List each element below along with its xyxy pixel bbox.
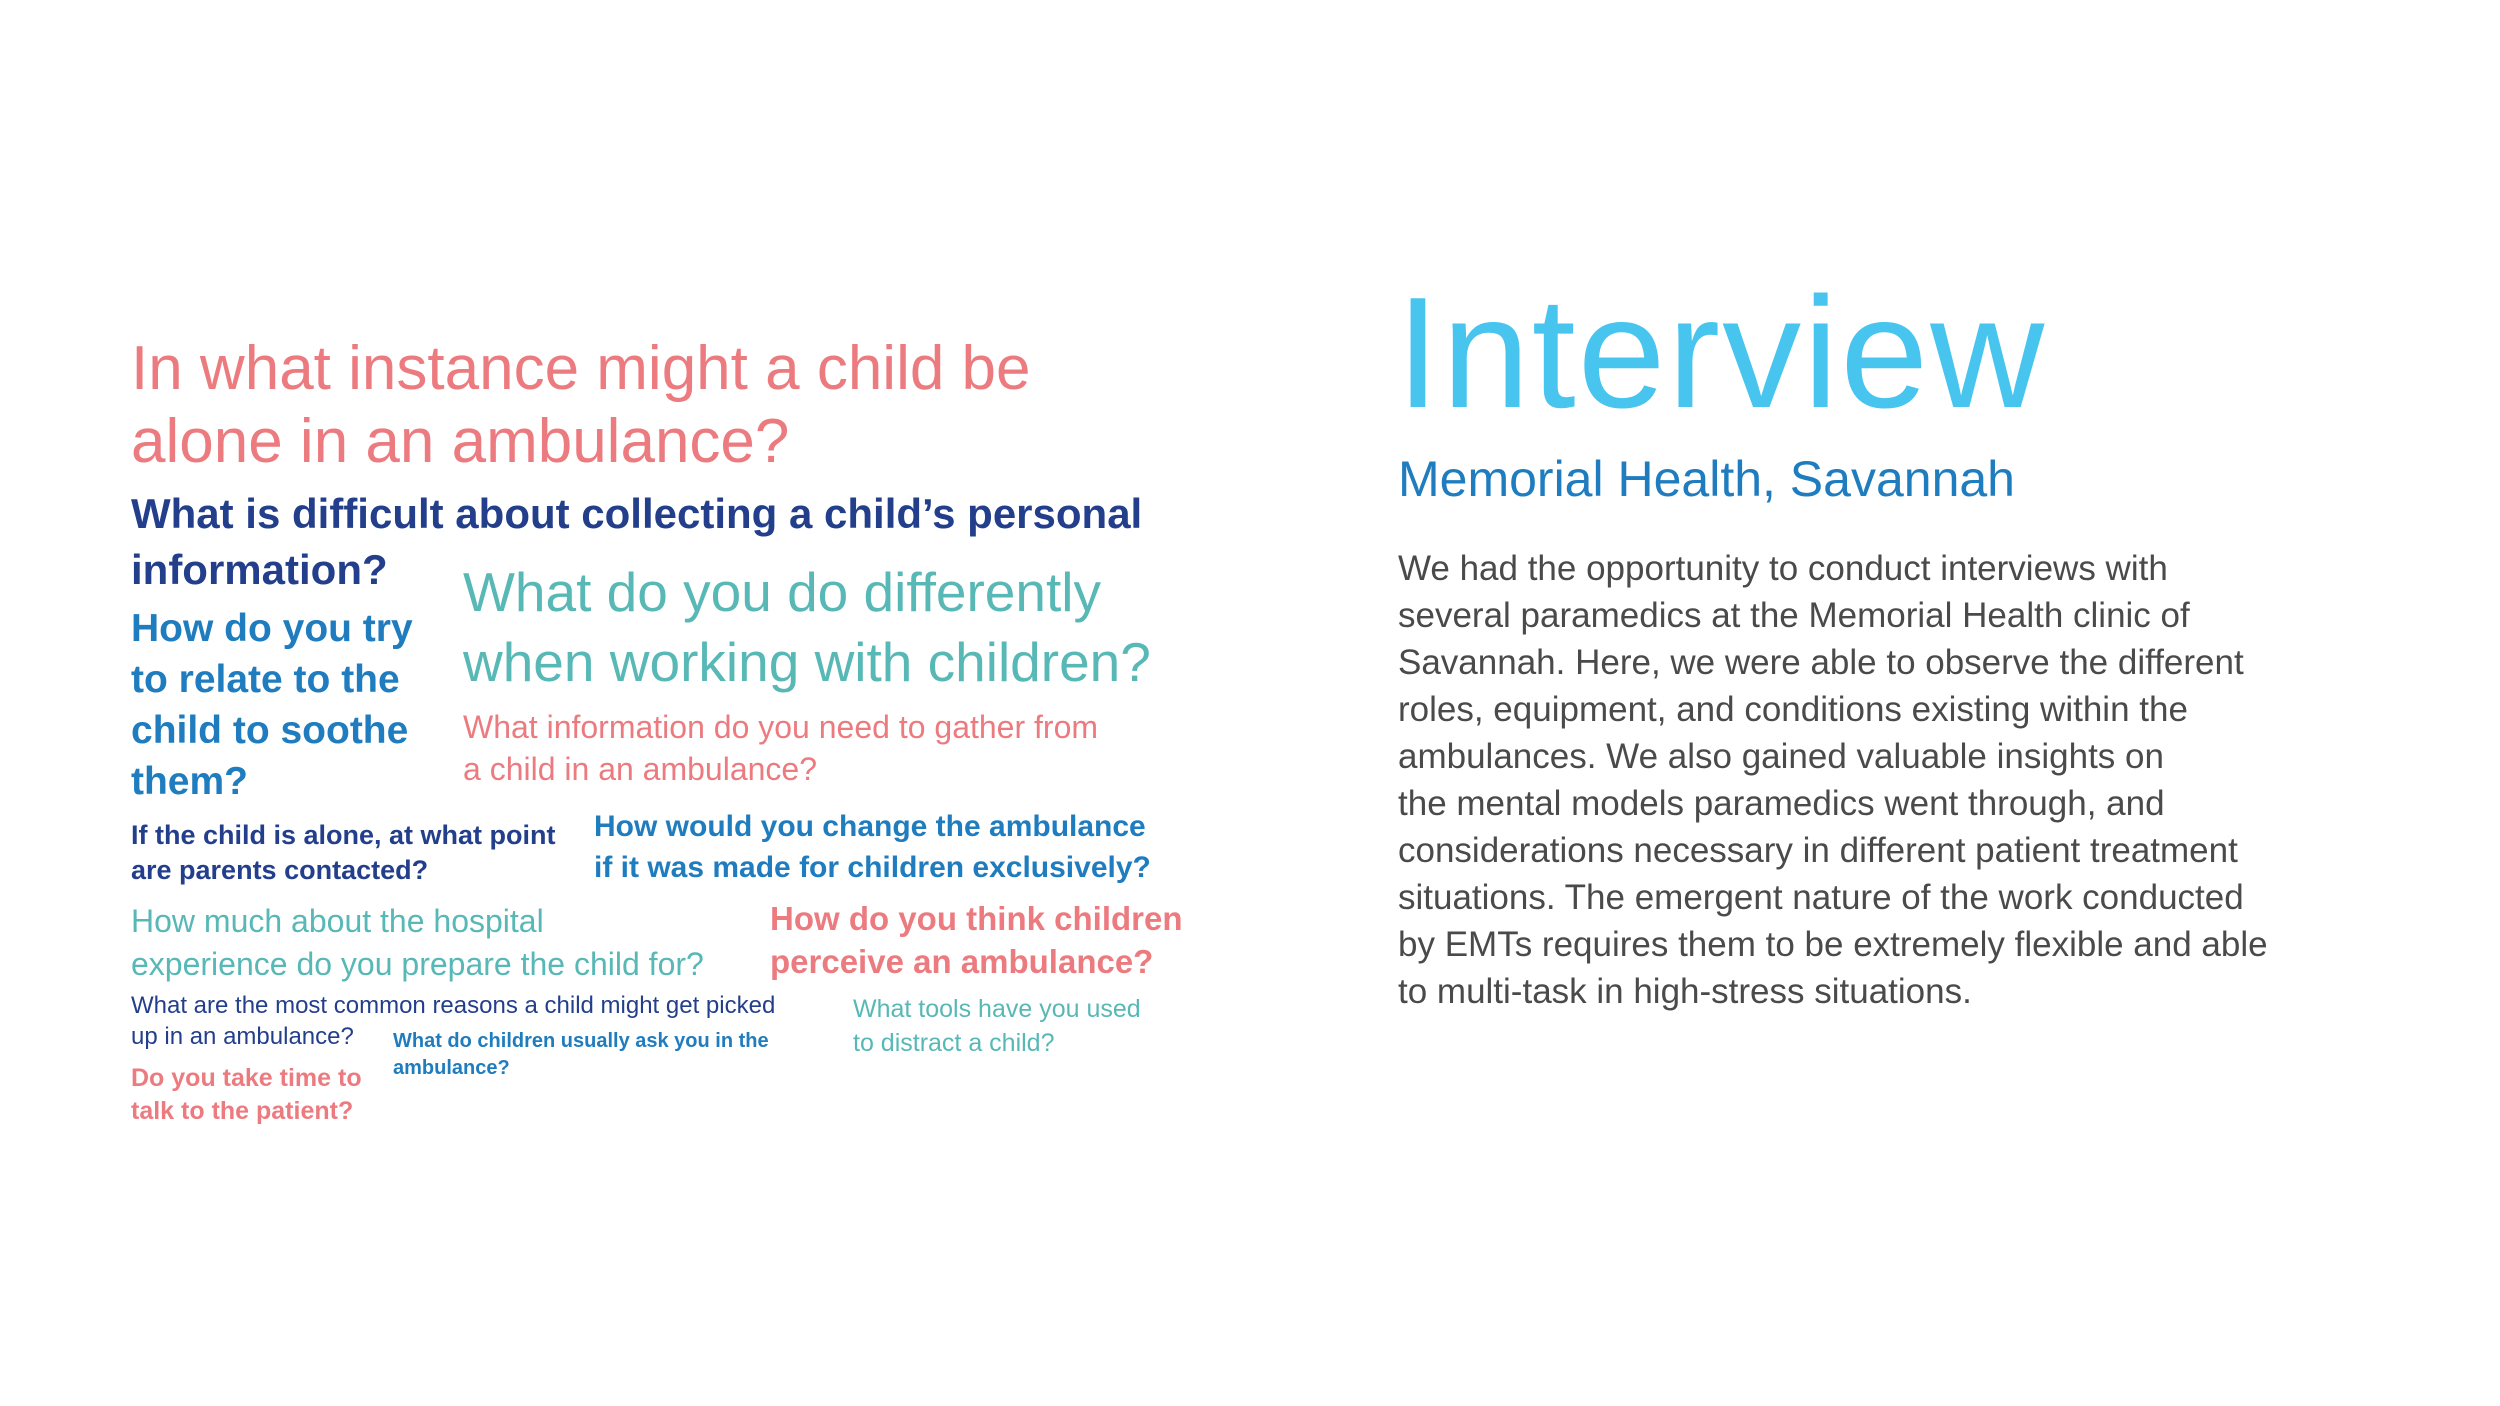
question-perceive-ambulance: How do you think children perceive an ambulance? xyxy=(770,900,1183,980)
question-relate-soothe: How do you try to relate to the child to soothe them? xyxy=(131,607,413,803)
question-hospital-experience: How much about the hospital experience do you prepare the child for? xyxy=(131,903,704,982)
question-children-ask: What do children usually ask you in the ambulance? xyxy=(393,1030,769,1079)
location-subtitle: Memorial Health, Savannah xyxy=(1398,451,2015,507)
question-common-reasons: What are the most common reasons a child might get picked up in an ambulance? xyxy=(131,992,776,1050)
question-child-alone: In what instance might a child be alone in an ambulance? xyxy=(131,334,1031,476)
question-personal-information: What is difficult about collecting a child’s personal information? xyxy=(131,490,1143,593)
question-parents-contacted: If the child is alone, at what point are parents contacted? xyxy=(131,820,556,885)
question-information-gather: What information do you need to gather from a child in an ambulance? xyxy=(463,709,1099,787)
page-title: Interview xyxy=(1396,265,2047,441)
question-talk-patient: Do you take time to talk to the patient? xyxy=(131,1064,362,1125)
question-change-ambulance: How would you change the ambulance if it was made for children exclusively? xyxy=(594,810,1151,884)
question-work-differently: What do you do differently when working with children? xyxy=(463,561,1151,693)
interview-description: We had the opportunity to conduct interviews with several paramedics at the Memorial Health clinic of Savannah. Here, we were able to observe the different roles, equipment, and conditions existing within the ambulances. We also gained valuable insights on the mental models paramedics went through, and considerations necessary in different patient treatment situations. The emergent nature of the work conducted by EMTs requires them to be extremely flexible and able to multi-task in high-stress situations. xyxy=(1398,549,2268,1011)
question-distract-tools: What tools have you used to distract a child? xyxy=(853,995,1141,1057)
